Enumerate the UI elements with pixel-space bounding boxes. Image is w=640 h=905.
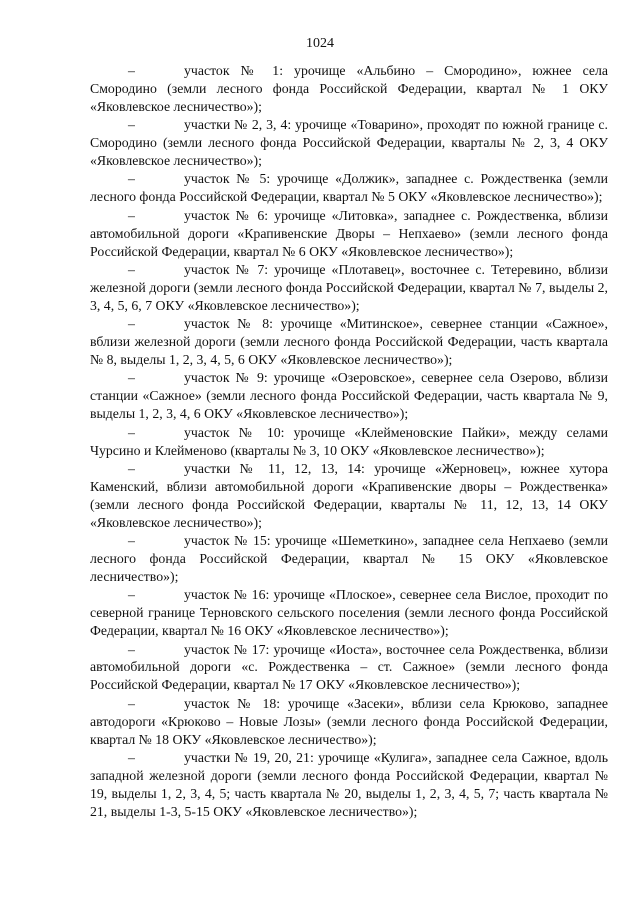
list-item-text: участок № 16: урочище «Плоское», севернее села Вислое, проходит по северной границе Терновского сельского поселения (земли лесного фонда Российской Федерации, квартал № 16 ОКУ «Яковлевское лесничество»);	[90, 587, 608, 639]
list-dash: –	[128, 460, 135, 476]
list-item-text: участки № 19, 20, 21: урочище «Кулига», западнее села Сажное, вдоль западной железной дороги (земли лесного фонда Российской Федерации, квартал № 19, выделы 1, 2, 3, 4, 5; часть квартала № 20, выделы 1, 2, 3, 4, 5, 7; часть квартала № 21, выделы 1-3, 5-15 ОКУ «Яковлевское лесничество»);	[90, 749, 608, 819]
list-item	[90, 424, 608, 460]
list-dash: –	[128, 63, 135, 78]
list-item-text: участок № 5: урочище «Должик», западнее с. Рождественка (земли лесного фонда Российской Федерации, квартал № 5 ОКУ «Яковлевское лесничество»);	[90, 171, 608, 205]
document-body	[90, 62, 608, 821]
list-dash: –	[128, 695, 135, 711]
list-dash: –	[128, 261, 135, 277]
list-item-text: участок № 7: урочище «Плотавец», восточнее с. Тетеревино, вблизи железной дороги (земли лесного фонда Российской Федерации, квартал № 7, выделы 2, 3, 4, 5, 6, 7 ОКУ «Яковлевское лесничество»);	[90, 261, 608, 313]
list-dash: –	[128, 749, 135, 765]
list-item	[90, 170, 608, 206]
list-item-text: участок № 10: урочище «Клейменовские Пайки», между селами Чурсино и Клейменово (кварталы № 3, 10 ОКУ «Яковлевское лесничество»);	[90, 424, 608, 458]
list-item	[90, 116, 608, 170]
list-dash: –	[128, 316, 135, 332]
page-number: 1024	[306, 36, 334, 51]
list-dash: –	[128, 533, 135, 549]
list-item	[90, 369, 608, 423]
list-item-text: участки № 11, 12, 13, 14: урочище «Жерновец», южнее хутора Каменский, вблизи автомобильной дороги «Крапивенские дворы – Рождественка» (земли лесного фонда Российской Федерации, кварталы № 11, 12, 13, 14 ОКУ «Яковлевское лесничество»);	[90, 460, 608, 530]
list-item-text: участок № 9: урочище «Озеровское», севернее села Озерово, вблизи станции «Сажное» (земли лесного фонда Российской Федерации, часть квартала № 9, выделы 1, 2, 3, 4, 6 ОКУ «Яковлевское лесничество»);	[90, 370, 608, 422]
list-item-text: участок № 15: урочище «Шеметкино», западнее села Непхаево (земли лесного фонда Российской Федерации, квартал № 15 ОКУ «Яковлевское лесничество»);	[90, 533, 608, 584]
list-item	[90, 586, 608, 640]
list-dash: –	[128, 641, 135, 657]
list-item-text: участок № 6: урочище «Литовка», западнее с. Рождественка, вблизи автомобильной дороги «Крапивенские Дворы – Непхаево» (земли лесного фонда Российской Федерации, квартал № 6 ОКУ «Яковлевское лесничество»);	[90, 207, 608, 259]
list-item	[90, 315, 608, 369]
list-dash: –	[128, 117, 135, 133]
list-item	[90, 207, 608, 261]
list-dash: –	[128, 424, 135, 440]
list-item-text: участок № 18: урочище «Засеки», вблизи села Крюково, западнее автодороги «Крюково – Новые Лозы» (земли лесного фонда Российской Федерации, квартал № 18 ОКУ «Яковлевское лесничество»);	[90, 695, 608, 747]
list-item	[90, 532, 608, 586]
list-item	[90, 62, 608, 116]
list-dash: –	[128, 171, 135, 187]
list-dash: –	[128, 370, 135, 386]
list-item	[90, 695, 608, 749]
list-dash: –	[128, 207, 135, 223]
list-item-text: участок № 1: урочище «Альбино – Смородино», южнее села Смородино (земли лесного фонда Российской Федерации, квартал № 1 ОКУ «Яковлевское лесничество»);	[90, 63, 608, 114]
list-item	[90, 460, 608, 532]
list-item-text: участки № 2, 3, 4: урочище «Товарино», проходят по южной границе с. Смородино (земли лесного фонда Российской Федерации, кварталы № 2, 3, 4 ОКУ «Яковлевское лесничество»);	[90, 117, 608, 169]
list-item	[90, 641, 608, 695]
list-item-text: участок № 17: урочище «Иоста», восточнее села Рождественка, вблизи автомобильной дороги «с. Рождественка – ст. Сажное» (земли лесного фонда Российской Федерации, квартал № 17 ОКУ «Яковлевское лесничество»);	[90, 641, 608, 693]
list-item-text: участок № 8: урочище «Митинское», севернее станции «Сажное», вблизи железной дороги (земли лесного фонда Российской Федерации, часть квартала № 8, выделы 1, 2, 3, 4, 5, 6 ОКУ «Яковлевское лесничество»);	[90, 316, 608, 367]
list-item	[90, 749, 608, 821]
list-item	[90, 261, 608, 315]
list-dash: –	[128, 587, 135, 603]
